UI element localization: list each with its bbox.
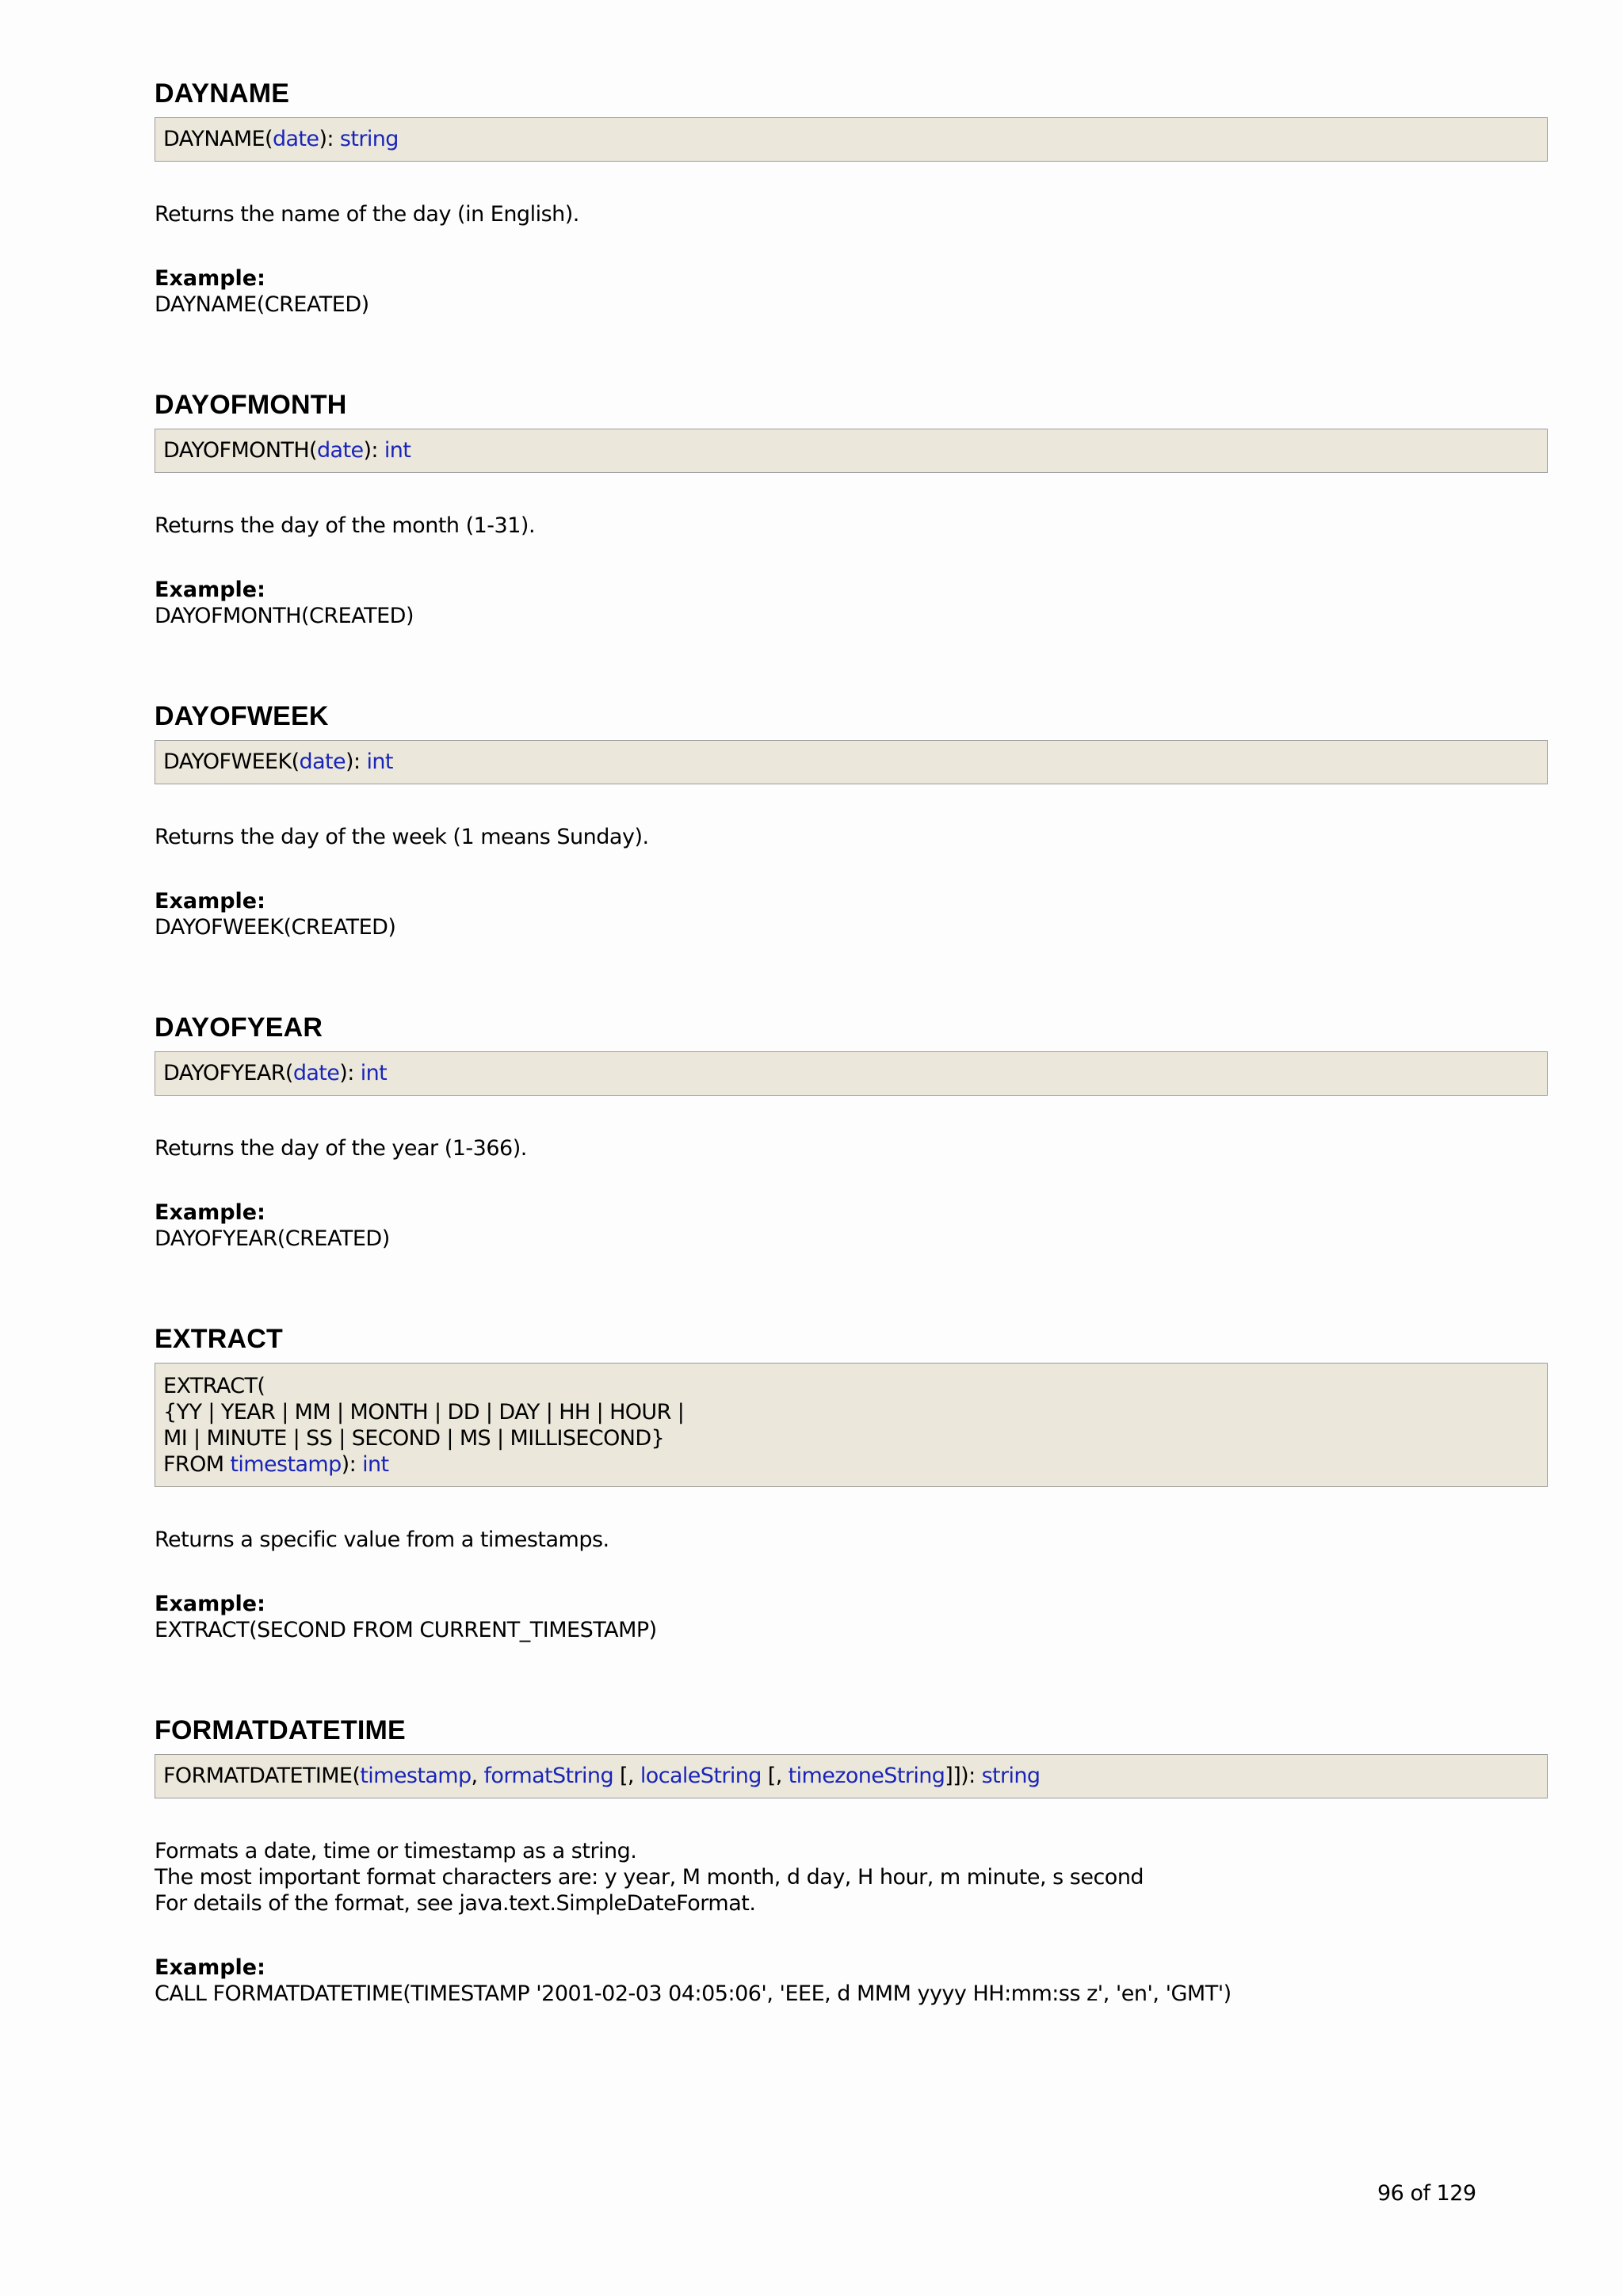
function-formatdatetime xyxy=(155,1714,1549,2006)
function-title: DAYOFYEAR xyxy=(155,1013,323,1043)
return-type-link[interactable]: int xyxy=(360,1061,388,1085)
function-description: Returns a specific value from a timestamps. xyxy=(155,1527,609,1552)
function-description: Formats a date, time or timestamp as a string. The most important format characters are: y year, M month, d day, H hour, m minute, s second For details of the format, see java.text.SimpleDateFormat. xyxy=(155,1839,1144,1916)
function-title: DAYOFWEEK xyxy=(155,701,329,731)
param-link[interactable]: formatString xyxy=(483,1764,613,1788)
function-description: Returns the day of the month (1-31). xyxy=(155,513,536,538)
param-link[interactable]: timestamp xyxy=(230,1452,342,1477)
example-code: DAYOFWEEK(CREATED) xyxy=(155,915,396,940)
function-signature: DAYOFMONTH(date): int xyxy=(155,429,1548,473)
example-label: Example: xyxy=(155,1955,265,1980)
param-link[interactable]: timestamp xyxy=(360,1764,472,1788)
return-type-link[interactable]: string xyxy=(981,1764,1041,1788)
function-signature: DAYOFYEAR(date): int xyxy=(155,1051,1548,1096)
param-link[interactable]: date xyxy=(292,1061,340,1085)
function-dayofweek xyxy=(155,700,1549,940)
return-type-link[interactable]: int xyxy=(362,1452,389,1477)
example-code: DAYNAME(CREATED) xyxy=(155,292,369,317)
function-title: FORMATDATETIME xyxy=(155,1715,406,1745)
function-description: Returns the name of the day (in English). xyxy=(155,202,579,227)
example-code: CALL FORMATDATETIME(TIMESTAMP '2001-02-03 04:05:06', 'EEE, d MMM yyyy HH:mm:ss z', 'en', 'GMT') xyxy=(155,1981,1232,2006)
function-title: DAYNAME xyxy=(155,78,290,109)
param-link[interactable]: date xyxy=(299,749,346,774)
function-description: Returns the day of the week (1 means Sunday). xyxy=(155,825,649,849)
function-title: DAYOFMONTH xyxy=(155,390,347,420)
param-link[interactable]: date xyxy=(316,438,364,463)
example-code: EXTRACT(SECOND FROM CURRENT_TIMESTAMP) xyxy=(155,1618,657,1642)
page-number: 96 of 129 xyxy=(1377,2181,1476,2206)
function-signature: EXTRACT( {YY | YEAR | MM | MONTH | DD | DAY | HH | HOUR | MI | MINUTE | SS | SECOND | MS | MILLISECOND} FROM timestamp): int xyxy=(155,1363,1548,1487)
function-extract xyxy=(155,1322,1549,1642)
example-label: Example: xyxy=(155,1200,265,1225)
function-title: EXTRACT xyxy=(155,1324,283,1354)
example-label: Example: xyxy=(155,578,265,602)
param-link[interactable]: timezoneString xyxy=(788,1764,945,1788)
example-code: DAYOFYEAR(CREATED) xyxy=(155,1226,390,1251)
function-signature: FORMATDATETIME(timestamp, formatString [, localeString [, timezoneString]]): string xyxy=(155,1754,1548,1798)
return-type-link[interactable]: int xyxy=(384,438,411,463)
param-link[interactable]: date xyxy=(272,127,319,151)
return-type-link[interactable]: int xyxy=(366,749,393,774)
example-code: DAYOFMONTH(CREATED) xyxy=(155,604,414,628)
function-dayofyear xyxy=(155,1011,1549,1251)
example-label: Example: xyxy=(155,1592,265,1616)
function-dayofmonth xyxy=(155,388,1549,628)
function-signature: DAYNAME(date): string xyxy=(155,117,1548,162)
example-label: Example: xyxy=(155,889,265,913)
function-description: Returns the day of the year (1-366). xyxy=(155,1136,527,1161)
param-link[interactable]: localeString xyxy=(640,1764,762,1788)
function-signature: DAYOFWEEK(date): int xyxy=(155,740,1548,784)
example-label: Example: xyxy=(155,266,265,291)
function-dayname xyxy=(155,77,1549,317)
return-type-link[interactable]: string xyxy=(339,127,399,151)
